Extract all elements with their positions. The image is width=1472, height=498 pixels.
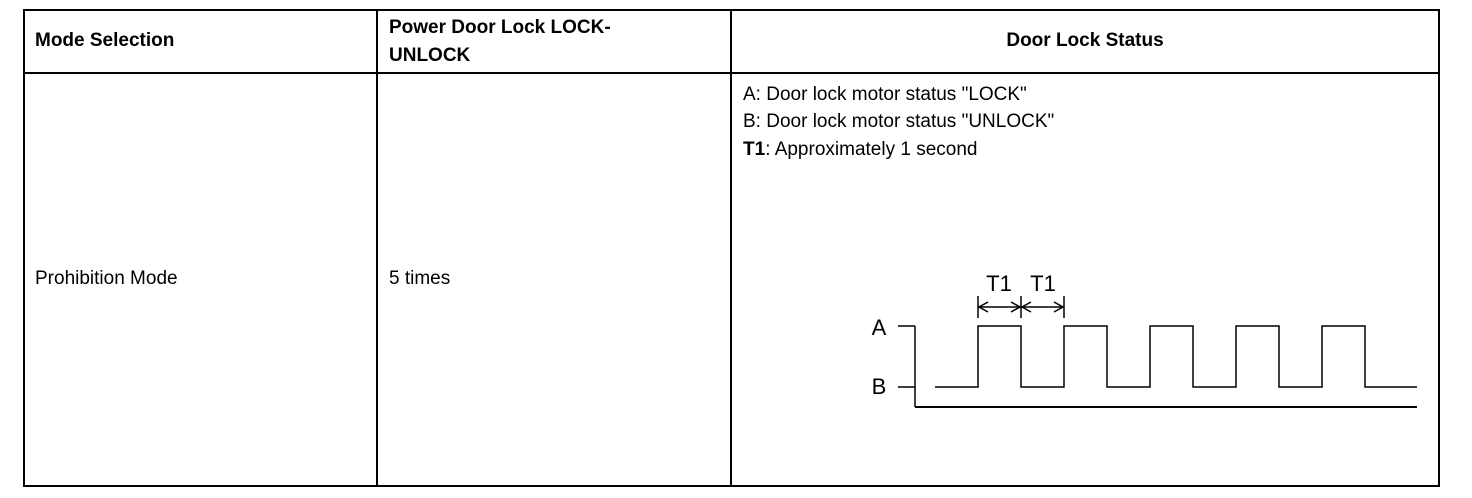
legend-t1-desc: : Approximately 1 second: [765, 139, 978, 160]
pulse-waveform: [935, 326, 1417, 387]
count-value: 5 times: [389, 268, 451, 289]
label-b: B: [871, 374, 887, 399]
label-a: A: [871, 315, 887, 340]
legend-t1-key: T1: [743, 139, 766, 160]
legend-a: A: Door lock motor status "LOCK": [743, 84, 1027, 105]
t1-label-right: T1: [1030, 271, 1056, 296]
t1-label-left: T1: [986, 271, 1012, 296]
legend-b: B: Door lock motor status "UNLOCK": [743, 111, 1055, 132]
mode-value: Prohibition Mode: [35, 268, 178, 289]
header-power-door-lock-line2: UNLOCK: [389, 45, 471, 66]
header-mode-selection: Mode Selection: [35, 30, 175, 51]
header-power-door-lock: Power Door Lock LOCK-: [389, 17, 611, 38]
header-door-lock-status: Door Lock Status: [1006, 30, 1164, 51]
